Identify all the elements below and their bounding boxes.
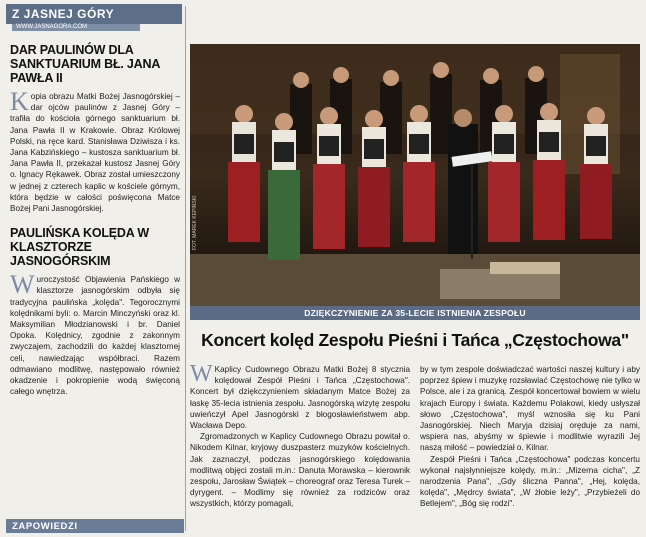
left-article-1-text: opia obrazu Matki Bożej Jasnogórskiej – dar ojców paulinów z Jasnej Góry – trafiła do kościoła górnego sanktuarium bł. Jana Pawła II w Krakowie. Obraz Królowej Polski, na ręce kard. Stanisława Dziwisza i ks. Jana Kabzińskiego – kustosza sanktuarium bł. Jana Pawła II, przekazał kustosz Jasnej Góry o. Ignacy Rękawek. Obraz został umieszczony w jednej z czterech kaplic w kościele górnym, która będzie w całości poświęcona Matce Bożej Pani Jasnogórskiej. — [10, 92, 180, 214]
dropcap: W — [10, 270, 35, 300]
main-col1-p2: Zgromadzonych w Kaplicy Cudownego Obrazu powitał o. Nikodem Kilnar, kryjowy duszpasterz muzyków kościelnych. Jak zaznaczył, podczas jasnogórskiego kolędowania modlitwą objęci zostali m.in.: Danuta Morawska – kierownik zespołu, Jarosław Świątek – choreograf oraz Teresa Turek – dyrygent. – Modlimy się również za rodziców oraz wszystkich, którzy pomagali, — [190, 432, 410, 509]
left-article-2-body — [10, 270, 180, 397]
left-column — [6, 4, 182, 537]
zapowiedzi-label: ZAPOWIEDZI — [12, 520, 78, 532]
photo-caption: DZIĘKCZYNIENIE ZA 35-LECIE ISTNIENIA ZESPOŁU — [190, 306, 640, 320]
main-article-col-1 — [190, 361, 410, 510]
section-url: WWW.JASNAGORA.COM — [12, 24, 140, 31]
left-article-1-heading: DAR PAULINÓW DLA SANKTUARIUM BŁ. JANA PAWŁA II — [10, 43, 160, 85]
left-article-2-heading: PAULIŃSKA KOLĘDA W KLASZTORZE JASNOGÓRSKIM — [10, 226, 149, 269]
dropcap: K — [10, 87, 29, 116]
dropcap: W — [190, 361, 213, 387]
main-col2-p1: by w tym zespole doświadczać wartości naszej kultury i aby poprzez śpiew i muzykę rozsławiać Częstochowę nie tylko w Polsce, ale i za granicą. Zespół koncertował bowiem w wielu krajach Europy i świata. Każdemu Polakowi, kiedy usłyszał słowo „Częstochowa", myśl wznosiła się ku Pani Jasnogórskiej. Niech Maryja dzisiaj oręduje za nami, wspiera nas, abyśmy w śpiewie i modlitwie wyrazili Jej naszą miłość – powiedział o. Kilnar. — [420, 365, 640, 453]
section-header — [6, 4, 182, 24]
left-article-2-text: uroczystość Objawienia Pańskiego w klasztorze jasnogórskim odbyła się tradycyjna paulińska „kolęda". Tegorocznymi kolędnikami byli: o. Marcin Minczyński oraz kl. Maksymilian Młodzianowski i br. Daniel Opoka. Kolędnicy, zgodnie z zakonnym zwyczajem, zachodzili do każdej klasztornej celi, nawiedzając współbraci. Razem odmawiano modlitwę, następowało również okadzenie i pokropienie wodą święconą całego wnętrza. — [10, 275, 180, 397]
main-col1-p1: Kaplicy Cudownego Obrazu Matki Bożej 8 stycznia kolędował Zespół Pieśni i Tańca „Częstochowa". Koncert był dziękczynieniem składanym Matce Bożej za łaskę 35-lecia istnienia zespołu. Jasnogórską wizytę zespołu uwieńczył Apel Jasnogórski z błogosławieństwem abp. Wacława Depo. — [190, 365, 410, 431]
section-label: Z JASNEJ GÓRY — [12, 7, 115, 21]
main-col2-p2: Zespół Pieśni i Tańca „Częstochowa" podczas koncertu wykonał najsłynniejsze kolędy, m.in.: „Mizerna cicha", „Z narodzenia Pana", „Gdy śliczna Panna", „Hej, kolęda, kolęda", „Mędrcy świata", „W żłobie leży", „Przybieżeli do Betlejem", „Bóg się rodzi". — [420, 454, 640, 509]
choir-photo — [190, 44, 640, 306]
left-article-1-body — [10, 87, 180, 214]
zapowiedzi-bar — [6, 519, 184, 533]
main-article-columns — [190, 361, 640, 510]
main-article-title: Koncert kolęd Zespołu Pieśni i Tańca „Częstochowa" — [201, 330, 629, 350]
choir-illustration — [190, 44, 640, 306]
photo-credit: FOT. MAREK KEPIŃSKI — [192, 195, 198, 250]
main-article-col-2 — [420, 364, 640, 510]
column-divider — [185, 6, 186, 531]
